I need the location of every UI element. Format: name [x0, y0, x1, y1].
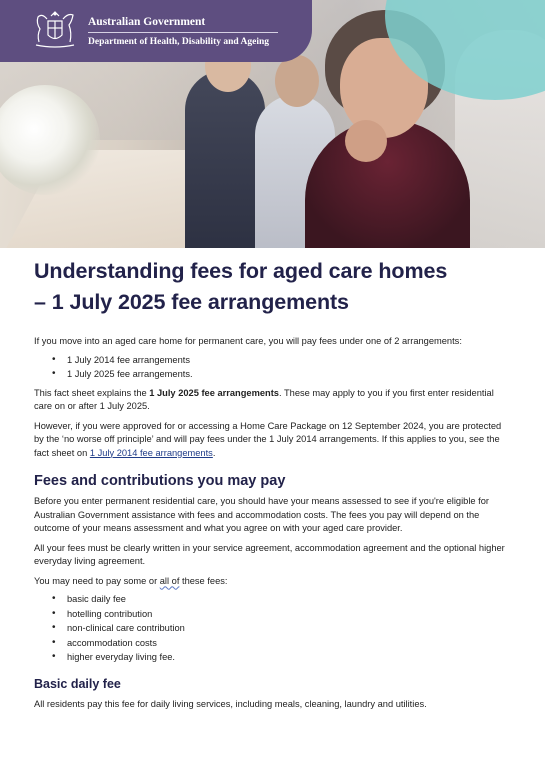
list-item: • 1 July 2025 fee arrangements.	[52, 367, 512, 382]
spellcheck-underline: all of	[159, 575, 180, 586]
fees-intro-paragraph	[34, 575, 512, 589]
photo-resident-left	[185, 70, 265, 248]
banner-divider	[88, 32, 278, 33]
protection-text: However, if you were approved for or accessing a Home Care Package on 12 September 2024, you are protected by the ‘no worse off principle’ and will pay fees under the 1 July 2014 arrangements. If this applies to you, see the fact sheet on	[34, 420, 502, 458]
title-line-1: Understanding fees for aged care homes	[34, 259, 448, 283]
list-item: • 1 July 2014 fee arrangements	[52, 353, 512, 368]
coat-of-arms-icon	[28, 9, 82, 53]
explanation-text: This fact sheet explains the	[34, 387, 150, 398]
department-name: Department of Health, Disability and Ageing	[88, 36, 270, 47]
list-item: • accommodation costs	[52, 636, 512, 651]
fees-heading: Fees and contributions you may pay	[34, 473, 286, 489]
list-item: • hotelling contribution	[52, 607, 512, 622]
protection-text-end: .	[212, 447, 216, 458]
explanation-paragraph	[34, 387, 512, 414]
basic-daily-fee-paragraph: All residents pay this fee for daily living services, including meals, cleaning, laundry and utilities.	[34, 698, 427, 709]
basic-daily-fee-heading: Basic daily fee	[34, 676, 121, 691]
document-body	[34, 256, 512, 711]
page-title	[34, 256, 512, 318]
title-line-2: – 1 July 2025 fee arrangements	[34, 290, 349, 314]
list-item: • higher everyday living fee.	[52, 650, 512, 665]
fees-intro-text-end: these fees:	[179, 575, 228, 586]
intro-paragraph: If you move into an aged care home for permanent care, you will pay fees under one of 2 arrangements:	[34, 336, 462, 346]
means-assessment-paragraph: Before you enter permanent residential care, you should have your means assessed to see if you're eligible for Australian Government assistance with fees and accommodation costs. The fees you pay will depend on the outcome of your means assessment and what you agree on with your aged care provider.	[34, 496, 489, 533]
protection-paragraph	[34, 420, 512, 461]
list-item: • basic daily fee	[52, 592, 512, 607]
photo-resident-middle-head	[275, 55, 319, 107]
arrangements-list	[52, 353, 512, 382]
government-name: Australian Government	[88, 15, 206, 28]
fees-intro-text: You may need to pay some or	[34, 575, 160, 586]
explanation-bold: 1 July 2025 fee arrangements	[149, 387, 279, 398]
government-banner	[0, 0, 312, 62]
list-item: • non-clinical care contribution	[52, 621, 512, 636]
photo-smiling-woman-hand	[345, 120, 387, 162]
government-text	[88, 15, 278, 48]
explanation-text-end: . These may apply to you if you first enter residential care on or after 1 July 2025.	[34, 387, 494, 411]
fees-list	[52, 592, 512, 665]
agreements-paragraph: All your fees must be clearly written in your service agreement, accommodation agreement and the optional higher everyday living agreement.	[34, 542, 505, 566]
fact-sheet-link[interactable]: 1 July 2014 fee arrangements	[89, 447, 213, 458]
